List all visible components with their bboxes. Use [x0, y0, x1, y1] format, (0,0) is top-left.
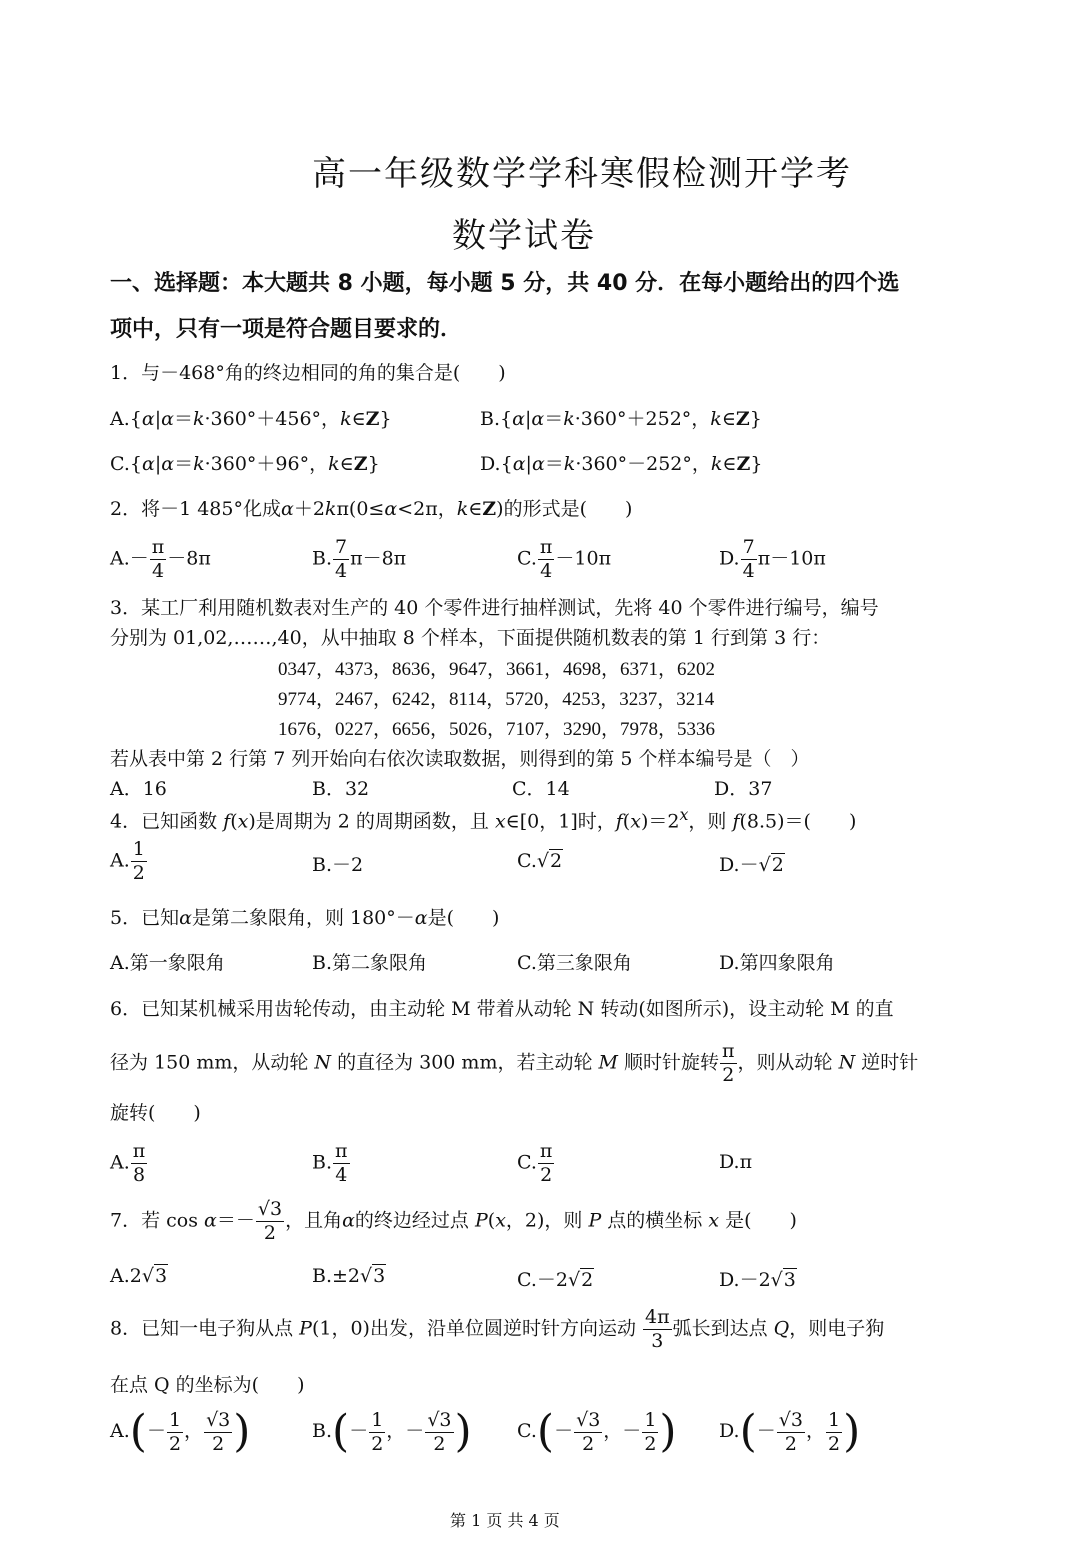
question-7-option-d: D.－2√3	[719, 1269, 796, 1291]
random-table-row-2: 9774，2467，6242，8114，5720，4253，3237，3214	[278, 689, 715, 710]
question-4-option-a: A. $\frac{1}{2}$	[110, 838, 145, 884]
question-1-option-b: B.{α|α＝k·360°＋252°，k∈Z}	[480, 408, 762, 430]
question-6-stem-line2: 径为 150 mm，从动轮 N 的直径为 300 mm，若主动轮 M 顺时针旋转 $\frac{\pi}{2}$ ，则从动轮 N 逆时针	[110, 1040, 919, 1086]
question-3-option-b: B．32	[312, 778, 370, 800]
question-3-stem-line2: 分别为 01,02,……,40，从中抽取 8 个样本，下面提供随机数表的第 1 行到第 3 行：	[110, 627, 831, 649]
question-5-option-d: D.第四象限角	[719, 952, 835, 974]
question-3-stem-line1: 3．某工厂利用随机数表对生产的 40 个零件进行抽样测试，先将 40 个零件进行编号，编号	[110, 597, 879, 619]
question-3-option-d: D．37	[714, 778, 773, 800]
question-5-option-b: B.第二象限角	[312, 952, 428, 974]
page-title: 高一年级数学学科寒假检测开学考	[312, 154, 852, 194]
random-table-row-1: 0347，4373，8636，9647，3661，4698，6371，6202	[278, 659, 716, 680]
question-1-option-c: C.{α|α＝k·360°＋96°，k∈Z}	[110, 453, 380, 475]
question-2-option-b: B. $\frac{7}{4}$ π－8π	[312, 536, 407, 582]
question-6-option-b: B. $\frac{\pi}{4}$	[312, 1140, 348, 1186]
question-6-option-d: D.π	[719, 1151, 753, 1173]
question-4-stem: 4．已知函数 f(x)是周期为 2 的周期函数，且 x∈[0，1]时，$f(x)=2^x$，则 f(8.5)＝( )	[110, 805, 857, 833]
page-subtitle: 数学试卷	[452, 216, 596, 256]
section-header-line2: 项中，只有一项是符合题目要求的．	[110, 317, 463, 342]
question-2-stem: 2．将－1 485°化成α＋2kπ(0≤α<2π，k∈Z)的形式是( )	[110, 498, 633, 520]
question-3-option-c: C．14	[512, 778, 570, 800]
question-8-option-c: C.(－ $\frac{√3}{2}$ ，－ $\frac{1}{2}$ )	[517, 1406, 677, 1457]
section-header-line1: 一、选择题：本大题共 8 小题，每小题 5 分，共 40 分．在每小题给出的四个选	[110, 271, 900, 296]
question-3-option-a: A．16	[110, 778, 167, 800]
question-3-stem-line3: 若从表中第 2 行第 7 列开始向右依次读取数据，则得到的第 5 个样本编号是（ ）	[110, 748, 810, 770]
question-2-option-c: C. $\frac{\pi}{4}$ －10π	[517, 536, 612, 582]
question-6-option-c: C. $\frac{\pi}{2}$	[517, 1140, 553, 1186]
question-8-stem-line1: 8．已知一电子狗从点 P(1，0)出发，沿单位圆逆时针方向运动 $\frac{4\pi}{3}$ 弧长到达点 Q，则电子狗	[110, 1306, 885, 1352]
question-2-option-a: A.－ $\frac{\pi}{4}$ －8π	[110, 536, 211, 582]
question-8-option-d: D.(－ $\frac{√3}{2}$ ， $\frac{1}{2}$ )	[719, 1406, 861, 1457]
question-5-stem: 5．已知α是第二象限角，则 180°－α是( )	[110, 907, 500, 929]
question-8-option-b: B.(－ $\frac{1}{2}$ ，－ $\frac{√3}{2}$ )	[312, 1406, 472, 1457]
question-4-option-d: D.－√2	[719, 854, 784, 876]
question-6-stem-line1: 6．已知某机械采用齿轮传动，由主动轮 M 带着从动轮 N 转动(如图所示)，设主动轮 M 的直	[110, 998, 894, 1020]
question-7-option-b: B.±2√3	[312, 1265, 386, 1287]
question-7-option-a: A.2√3	[110, 1265, 168, 1287]
question-5-option-a: A.第一象限角	[110, 952, 225, 974]
random-table-row-3: 1676，0227，6656，5026，7107，3290，7978，5336	[278, 719, 716, 740]
question-5-option-c: C.第三象限角	[517, 952, 632, 974]
question-1-stem: 1．与－468°角的终边相同的角的集合是( )	[110, 362, 506, 384]
question-1-option-a: A.{α|α＝k·360°＋456°，k∈Z}	[110, 408, 392, 430]
question-6-stem-line3: 旋转( )	[110, 1102, 201, 1124]
question-4-option-b: B.－2	[312, 854, 364, 876]
question-4-option-c: C.√2	[517, 850, 563, 872]
question-6-option-a: A. $\frac{\pi}{8}$	[110, 1140, 146, 1186]
question-7-stem: 7．若 cos α＝－ $\frac{√3}{2}$ ，且角α的终边经过点 P(x，2)，则 P 点的横坐标 x 是( )	[110, 1198, 797, 1244]
page-footer: 第 1 页 共 4 页	[450, 1511, 560, 1530]
question-8-stem-line2: 在点 Q 的坐标为( )	[110, 1374, 305, 1396]
question-7-option-c: C.－2√2	[517, 1269, 594, 1291]
question-8-option-a: A.(－ $\frac{1}{2}$ ， $\frac{√3}{2}$ )	[110, 1406, 251, 1457]
question-2-option-d: D. $\frac{7}{4}$ π－10π	[719, 536, 826, 582]
question-1-option-d: D.{α|α＝k·360°－252°，k∈Z}	[480, 453, 763, 475]
